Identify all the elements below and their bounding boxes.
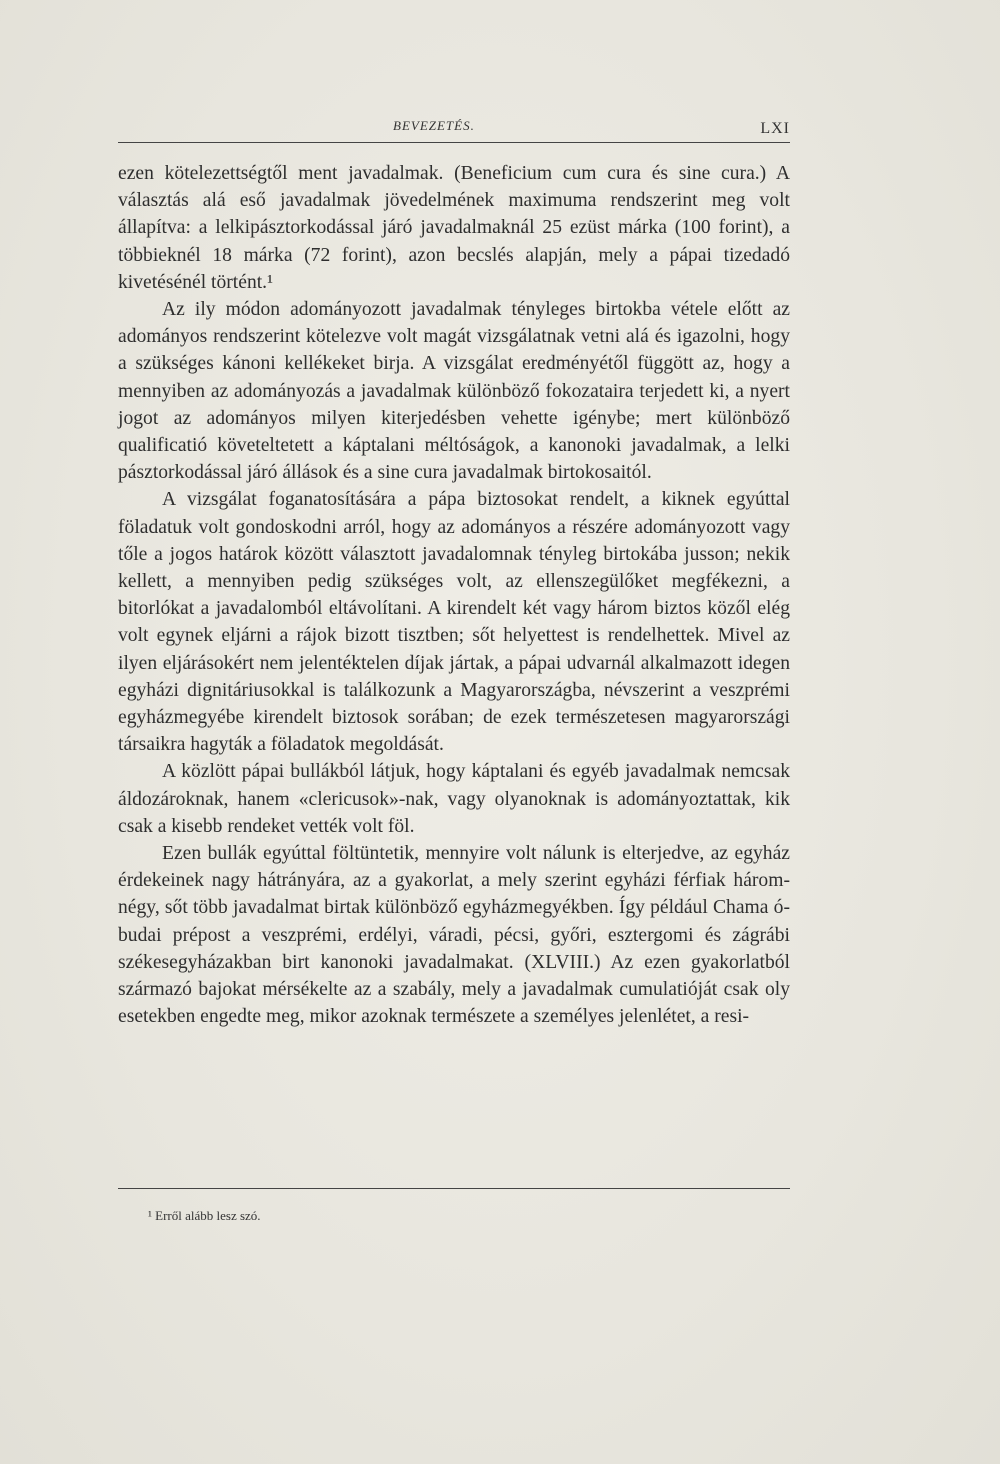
page-number: LXI (760, 120, 790, 137)
footnote: ¹ Erről alább lesz szó. (148, 1208, 261, 1223)
body-text (118, 160, 790, 1031)
page-header (118, 118, 790, 144)
paragraph: ezen kötelezettségtől ment javadalmak. (Beneficium cum cura és sine cura.) A választás alá eső javadalmak jövedelmének maximuma rendszerint meg volt állapítva: a lelkipásztorkodással járó javadalmaknál 25 ezüst márka (100 forint), a többieknél 18 márka (72 forint), azon becslés alapján, mely a pápai tizedadó kivetésénél történt.¹ (118, 163, 790, 293)
paragraph: A vizsgálat foganatosítására a pápa biztosokat rendelt, a kiknek egyúttal föladatuk volt gondoskodni arról, hogy az adományos a részére adományozott vagy tőle a jogos határok között választott javadalomnak tényleg birtokába jusson; nekik kellett, a mennyiben pedig szükséges volt, az ellenszegülőket megfékezni, a bitorlókat a javadalomból eltávolítani. A kirendelt két vagy három biztos közől elég volt egynek eljárni a rájok bizott tisztben; sőt helyettest is rendelhettek. Mivel az ilyen eljárásokért nem jelentéktelen díjak jártak, a pápai udvarnál alkalmazott idegen egyházi dignitáriusokkal is találkozunk a Magyarországba, névszerint a veszprémi egyházmegyébe kirendelt biztosok sorában; de ezek természetesen magyarországi társaikra hagyták a föladatok megoldását. (118, 489, 790, 756)
footnote-rule (118, 1188, 790, 1189)
paragraph: Az ily módon adományozott javadalmak tényleges birtokba vétele előtt az adományos rendszerint kötelezve volt magát vizsgálatnak vetni alá és igazolni, hogy a szükséges kánoni kellékeket birja. A vizsgálat eredményétől függött az, hogy a mennyiben az adományozás a javadalmak különböző fokozataira terjedett ki, a nyert jogot az adományos milyen kiterjedésben vehette igénybe; mert különböző qualificatió követeltetett a káptalani méltóságok, a kanonoki javadalmak, a lelki pásztorkodással járó állások és a sine cura javadalmak birtokosaitól. (118, 299, 790, 484)
paragraph: A közlött pápai bullákból látjuk, hogy káptalani és egyéb javadalmak nemcsak áldozároknak, hanem «clericusok»-nak, vagy olyanoknak is adományoztattak, kik csak a kisebb rendeket vették volt föl. (118, 761, 790, 837)
running-title: BEVEZETÉS. (393, 118, 475, 133)
paragraph: Ezen bullák egyúttal föltüntetik, mennyire volt nálunk is elterjedve, az egyház érdekeinek nagy hátrányára, az a gyakorlat, a mely szerint egyházi férfiak három-négy, sőt több javadalmat birtak különböző egyházmegyékben. Így például Chama ó-budai prépost a veszprémi, erdélyi, váradi, pécsi, győri, esztergomi és zágrábi székesegyházakban birt kanonoki javadalmakat. (XLVIII.) Az ezen gyakorlatból származó bajokat mérsékelte az a szabály, mely a javadalmak cumulatióját csak oly esetekben engedte meg, mikor azoknak természete a személyes jelenlétet, a resi- (118, 843, 790, 1028)
header-rule (118, 142, 790, 143)
